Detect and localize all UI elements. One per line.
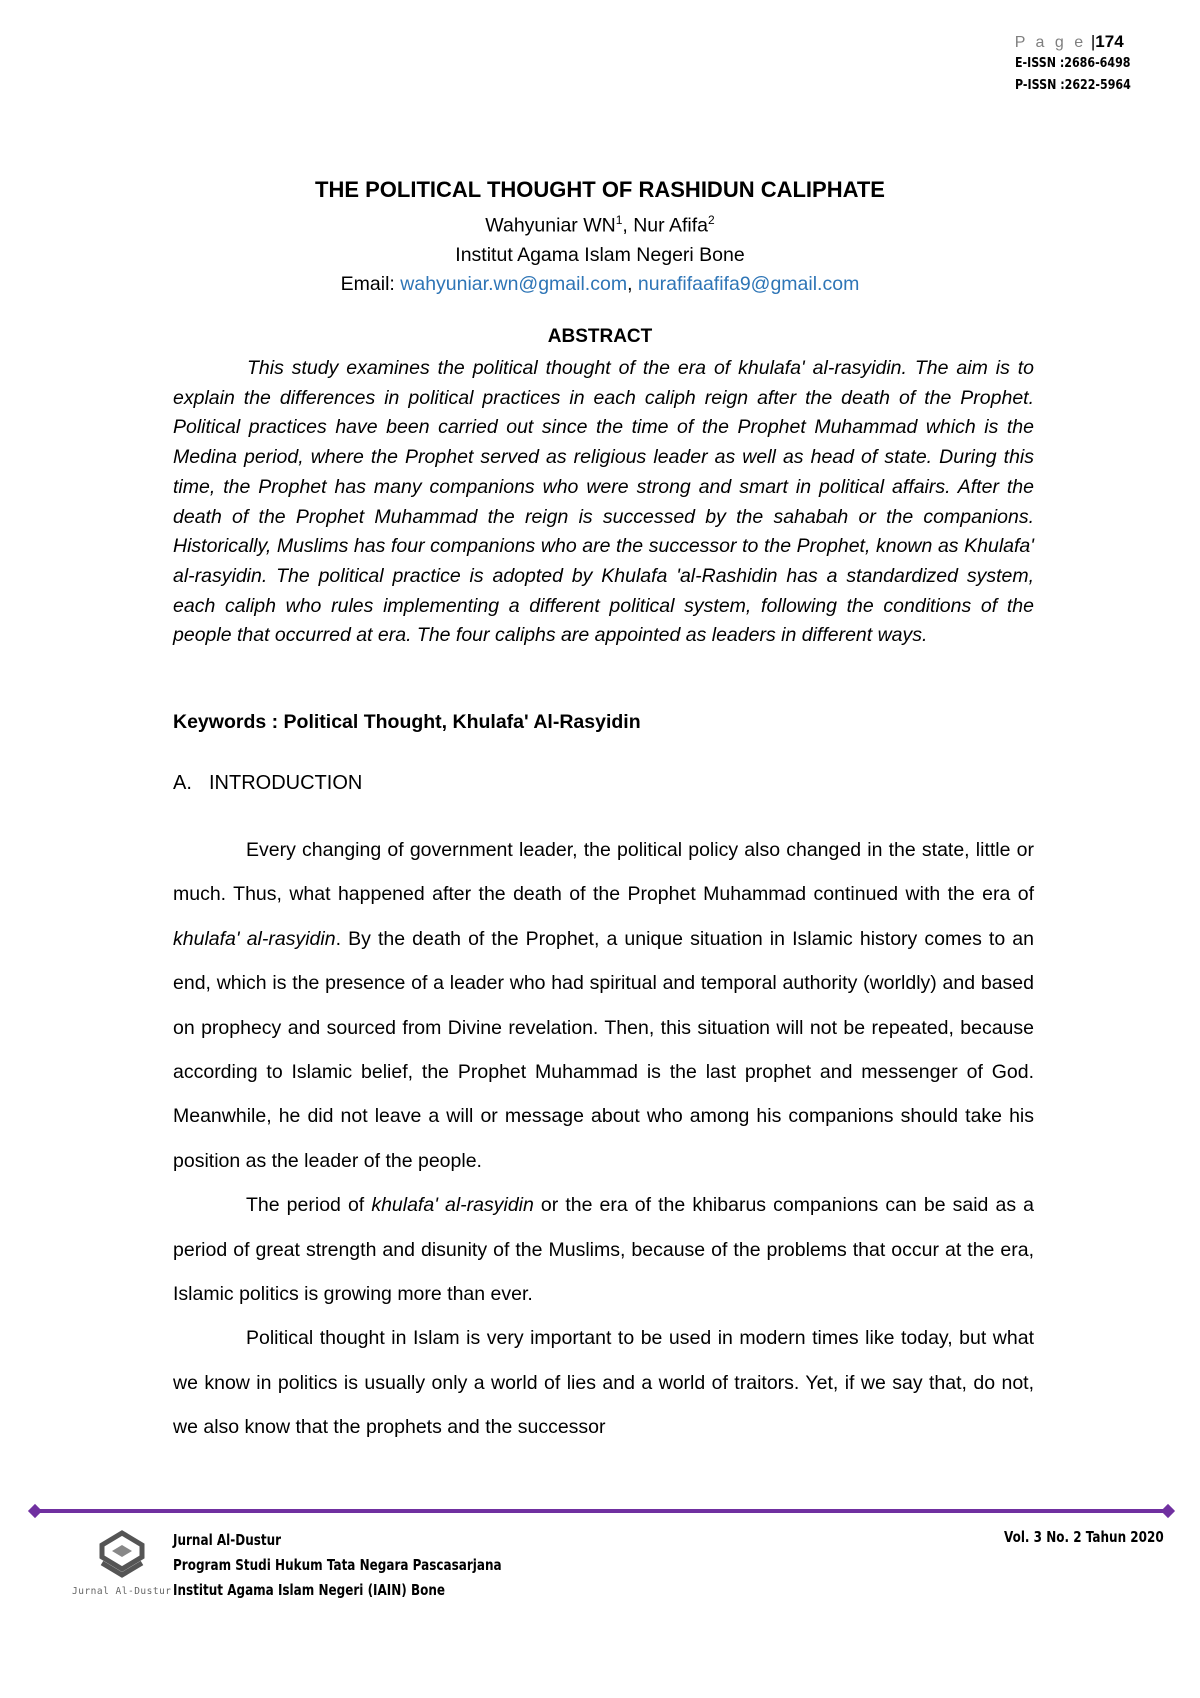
paragraph-2-a: The period of bbox=[246, 1194, 372, 1217]
body-text bbox=[173, 828, 1034, 1450]
paragraph-1-a: Every changing of government leader, the political policy also changed in the state, little or much. Thus, what happened after the death of the Prophet Muhammad continued with the era of bbox=[173, 839, 1034, 906]
email-line bbox=[0, 270, 1200, 299]
rule-right-diamond bbox=[1161, 1504, 1175, 1518]
section-letter: A. bbox=[173, 772, 192, 794]
title-block bbox=[0, 174, 1200, 299]
paragraph-1-em: khulafa' al-rasyidin bbox=[173, 927, 336, 950]
affiliation: Institut Agama Islam Negeri Bone bbox=[455, 243, 745, 266]
paragraph-3: Political thought in Islam is very important to be used in modern times like today, but what we know in politics is usually only a world of lies and a world of traitors. Yet, if we say that, do not, we also know that the prophets and the successor bbox=[173, 1327, 1034, 1439]
paragraph-2 bbox=[173, 1183, 1034, 1316]
paragraph-2-b: or the era of the khibarus companions can be said as a period of great strength and disunity of the Muslims, because of the problems that occur at the era, Islamic politics is growing more than ever. bbox=[173, 1194, 1034, 1306]
keywords: Keywords : Political Thought, Khulafa' Al-Rasyidin bbox=[173, 711, 641, 733]
rule-left-diamond bbox=[28, 1504, 42, 1518]
author-separator: , bbox=[622, 214, 634, 237]
author-2: Nur Afifa bbox=[633, 214, 709, 237]
paragraph-1 bbox=[173, 828, 1034, 1183]
abstract-heading: ABSTRACT bbox=[547, 326, 653, 347]
footer-info bbox=[173, 1528, 502, 1603]
paper-title: THE POLITICAL THOUGHT OF RASHIDUN CALIPHATE bbox=[315, 177, 885, 202]
abstract-text: This study examines the political thought of the era of khulafa' al-rasyidin. The aim is to explain the differences in political practices in each caliph reign after the death of the Prophet. Political practices have been carried out since the time of the Prophet Muhammad which is the Medina period, where the Prophet served as religious leader as well as head of state. During this time, the Prophet has many companions who were strong and smart in political affairs. After the death of the Prophet Muhammad the reign is successed by the sahabah or the companions. Historically, Muslims has four companions who are the successor to the Prophet, known as Khulafa' al-rasyidin. The political practice is adopted by Khulafa 'al-Rashidin has a standardized system, each caliph who rules implementing a different political system, following the conditions of the people that occurred at era. The four caliphs are appointed as leaders in different ways. bbox=[173, 357, 1034, 647]
footer-rule bbox=[34, 1509, 1168, 1513]
section-heading bbox=[173, 772, 362, 795]
journal-logo-icon bbox=[92, 1527, 152, 1587]
author-1: Wahyuniar WN bbox=[485, 214, 616, 237]
page-label: P a g e bbox=[1014, 34, 1087, 51]
e-issn: E-ISSN :2686-6498 bbox=[1014, 55, 1131, 71]
page-separator: | bbox=[1090, 32, 1096, 51]
section-title: INTRODUCTION bbox=[209, 772, 363, 794]
footer-volume: Vol. 3 No. 2 Tahun 2020 bbox=[1004, 1528, 1164, 1546]
author-2-sup: 2 bbox=[708, 213, 715, 227]
author-1-sup: 1 bbox=[615, 213, 623, 227]
page-number-line bbox=[1015, 32, 1156, 52]
page-number: 174 bbox=[1095, 32, 1124, 51]
footer-program: Program Studi Hukum Tata Negara Pascasarjana bbox=[173, 1556, 502, 1574]
email-link-2[interactable]: nurafifaafifa9@gmail.com bbox=[637, 272, 860, 295]
paragraph-2-em: khulafa' al-rasyidin bbox=[371, 1194, 534, 1217]
authors bbox=[0, 206, 1200, 241]
footer-institute: Institut Agama Islam Negeri (IAIN) Bone bbox=[173, 1581, 446, 1599]
email-label: Email: bbox=[340, 272, 401, 295]
page-header bbox=[1015, 32, 1156, 96]
email-separator: , bbox=[627, 272, 638, 295]
logo-caption: Jurnal Al-Dustur bbox=[72, 1586, 172, 1597]
footer-journal: Jurnal Al-Dustur bbox=[173, 1531, 282, 1549]
email-link-1[interactable]: wahyuniar.wn@gmail.com bbox=[400, 272, 628, 295]
paragraph-1-b: . By the death of the Prophet, a unique situation in Islamic history comes to an end, which is the presence of a leader who had spiritual and temporal authority (worldly) and based on prophecy and sourced from Divine revelation. Then, this situation will not be repeated, because according to Islamic belief, the Prophet Muhammad is the last prophet and messenger of God. Meanwhile, he did not leave a will or message about who among his companions should take his position as the leader of the people. bbox=[173, 927, 1034, 1172]
p-issn: P-ISSN :2622-5964 bbox=[1014, 77, 1131, 93]
